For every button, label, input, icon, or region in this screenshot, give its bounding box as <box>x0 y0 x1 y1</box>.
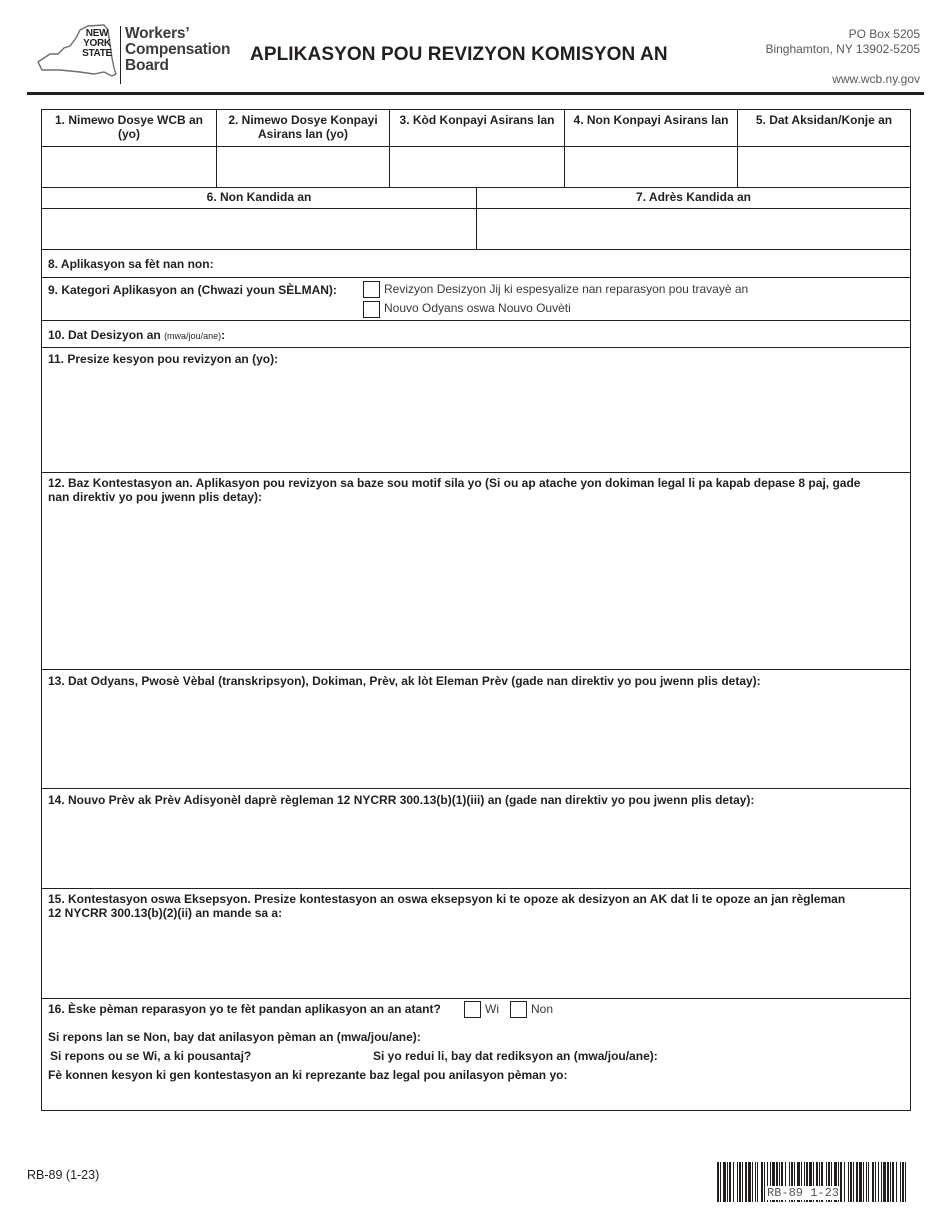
if-yes-rate-label: Si repons ou se Wi, a ki pousantaj? <box>50 1049 252 1063</box>
payments-no-label: Non <box>531 1002 554 1016</box>
field-10-label: 10. Dat Desizyon an (mwa/jou/ane): <box>48 328 226 342</box>
grounds-textarea[interactable] <box>44 507 908 668</box>
carrier-name-input[interactable] <box>565 147 737 187</box>
field-3-label: 3. Kòd Konpayi Asirans lan <box>399 113 555 127</box>
divider <box>42 669 910 670</box>
field-14-label: 14. Nouvo Prèv ak Prèv Adisyonèl daprè règleman 12 NYCRR 300.13(b)(1)(iii) an (gade nan direktiv yo pou jwenn plis detay): <box>48 793 755 807</box>
field-1-label: 1. Nimewo Dosye WCB an (yo) <box>54 113 204 141</box>
form-title: APLIKASYON POU REVIZYON KOMISYON AN <box>250 44 668 65</box>
payments-no-checkbox[interactable] <box>510 1001 527 1018</box>
questions-textarea[interactable] <box>44 368 908 471</box>
state-name: NEW YORK STATE <box>82 28 112 59</box>
field-12-label: 12. Baz Kontestasyon an. Aplikasyon pou revizyon sa baze sou motif sila yo (Si ou ap atache yon dokiman legal li pa kapab depase 8 paj, gade nan direktiv yo pou jwenn plis detay): <box>48 476 861 504</box>
field-8-label: 8. Aplikasyon sa fèt nan non: <box>48 257 214 271</box>
category-review-checkbox[interactable] <box>363 281 380 298</box>
form-number: RB-89 (1-23) <box>27 1168 100 1182</box>
field-6-label: 6. Non Kandida an <box>206 190 312 204</box>
date-format-hint: (mwa/jou/ane) <box>164 331 222 341</box>
website-link[interactable]: www.wcb.ny.gov <box>832 72 920 86</box>
field-5-label: 5. Dat Aksidan/Konje an <box>755 113 893 127</box>
field-4-label: 4. Non Konpayi Asirans lan <box>573 113 729 127</box>
payments-yes-label: Wi <box>485 1002 499 1016</box>
wcb-case-number-input[interactable] <box>42 147 216 187</box>
field-13-label: 13. Dat Odyans, Pwosè Vèbal (transkripsyon), Dokiman, Prèv, ak lòt Eleman Prèv (gade nan direktiv yo pou jwenn plis detay): <box>48 674 761 688</box>
decision-date-input[interactable] <box>242 321 908 347</box>
field-9-label: 9. Kategori Aplikasyon an (Chwazi youn SÈLMAN): <box>48 283 337 297</box>
agency-name: Workers’ Compensation Board <box>125 25 231 74</box>
field-11-label: 11. Presize kesyon pou revizyon an (yo): <box>48 352 279 366</box>
reduction-date-label: Si yo redui li, bay dat rediksyon an (mwa/jou/ane): <box>373 1049 658 1063</box>
hearing-documents-textarea[interactable] <box>44 690 908 787</box>
field-7-label: 7. Adrès Kandida an <box>636 190 751 204</box>
objection-textarea[interactable] <box>44 923 908 997</box>
address-line-2: Binghamton, NY 13902-5205 <box>765 42 920 56</box>
field-15-label: 15. Kontestasyon oswa Eksepsyon. Presize kontestasyon an oswa eksepsyon ki te opoze ak desizyon an AK dat li te opoze an jan règleman 12 NYCRR 300.13(b)(2)(ii) an mande sa a: <box>48 892 846 920</box>
divider <box>42 472 910 473</box>
if-no-cancel-date-label: Si repons lan se Non, bay dat anilasyon pèman an (mwa/jou/ane): <box>48 1030 421 1044</box>
payments-yes-checkbox[interactable] <box>464 1001 481 1018</box>
category-review-label: Revizyon Desizyon Jij ki espesyalize nan reparasyon pou travayè an <box>384 282 749 296</box>
claimant-address-input[interactable] <box>477 209 910 249</box>
barcode-text: RB-89 1-23 <box>767 1186 840 1200</box>
address-line-1: PO Box 5205 <box>848 27 920 41</box>
divider <box>42 788 910 789</box>
new-evidence-textarea[interactable] <box>44 809 908 887</box>
form-frame <box>41 109 911 1111</box>
carrier-code-input[interactable] <box>390 147 564 187</box>
category-rehearing-label: Nouvo Odyans oswa Nouvo Ouvèti <box>384 301 571 315</box>
divider <box>42 277 910 278</box>
category-rehearing-checkbox[interactable] <box>363 301 380 318</box>
logo-divider <box>120 26 121 84</box>
header-rule <box>27 92 924 95</box>
claimant-name-input[interactable] <box>42 209 476 249</box>
divider <box>42 347 910 348</box>
divider <box>42 998 910 999</box>
applicant-name-input[interactable] <box>222 251 908 277</box>
accident-date-input[interactable] <box>738 147 910 187</box>
field-16-label: 16. Èske pèman reparasyon yo te fèt pandan aplikasyon an an atant? <box>48 1002 441 1016</box>
divider <box>42 888 910 889</box>
field-2-label: 2. Nimewo Dosye Konpayi Asirans lan (yo) <box>228 113 378 141</box>
legal-basis-input[interactable] <box>44 1084 908 1109</box>
carrier-case-number-input[interactable] <box>217 147 389 187</box>
divider <box>42 249 910 250</box>
legal-basis-label: Fè konnen kesyon ki gen kontestasyon an ki reprezante baz legal pou anilasyon pèman yo: <box>48 1068 568 1082</box>
